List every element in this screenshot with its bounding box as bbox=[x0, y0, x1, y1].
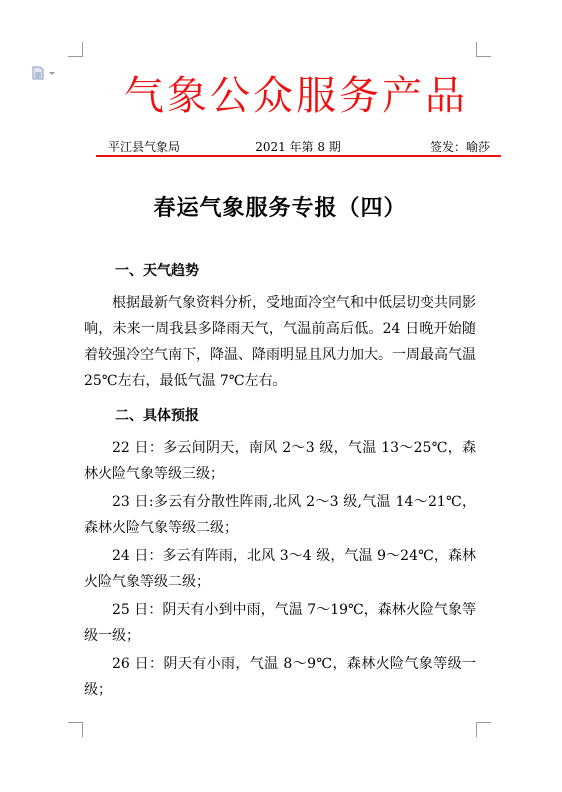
forecast-list bbox=[84, 435, 476, 705]
document-title: 春运气象服务专报（四） bbox=[153, 195, 407, 221]
issuer-label: 平江县气象局 bbox=[108, 140, 181, 154]
page-corner-mark-top-left bbox=[68, 42, 83, 57]
forecast-item: 22 日：多云间阴天，南风 2～3 级，气温 13～25℃，森林火险气象等级三级； bbox=[84, 440, 476, 482]
page-corner-mark-top-right bbox=[476, 42, 491, 57]
forecast-item: 24 日：多云有阵雨，北风 3～4 级，气温 9～24℃，森林火险气象等级二级； bbox=[84, 548, 476, 590]
red-divider-line bbox=[96, 155, 501, 157]
masthead-title: 气象公众服务产品 bbox=[124, 73, 468, 119]
section-heading-trend: 一、天气趋势 bbox=[115, 263, 199, 279]
issue-info-row bbox=[102, 138, 494, 156]
trend-text: 根据最新气象资料分析，受地面冷空气和中低层切变共同影响，未来一周我县多降雨天气，气温前高后低。24 日晚开始随着较强冷空气南下，降温、降雨明显且风力加大。一周最高气温 25℃左右，最低气温 7℃左右。 bbox=[84, 295, 476, 389]
page-corner-mark-bottom-right bbox=[476, 722, 491, 737]
section-heading-forecast: 二、具体预报 bbox=[115, 408, 199, 424]
forecast-item: 26 日：阴天有小雨，气温 8～9℃，森林火险气象等级一级； bbox=[84, 656, 476, 698]
page-corner-mark-bottom-left bbox=[68, 722, 83, 737]
trend-paragraph bbox=[84, 290, 476, 394]
document-icon[interactable] bbox=[30, 66, 60, 80]
forecast-item: 23 日:多云有分散性阵雨,北风 2～3 级,气温 14～21℃，森林火险气象等级二级； bbox=[84, 494, 476, 536]
signer-label: 签发：喻莎 bbox=[429, 140, 490, 154]
forecast-item: 25 日：阴天有小到中雨，气温 7～19℃，森林火险气象等级一级； bbox=[84, 602, 476, 644]
issue-number: 2021 年第 8 期 bbox=[255, 140, 341, 154]
